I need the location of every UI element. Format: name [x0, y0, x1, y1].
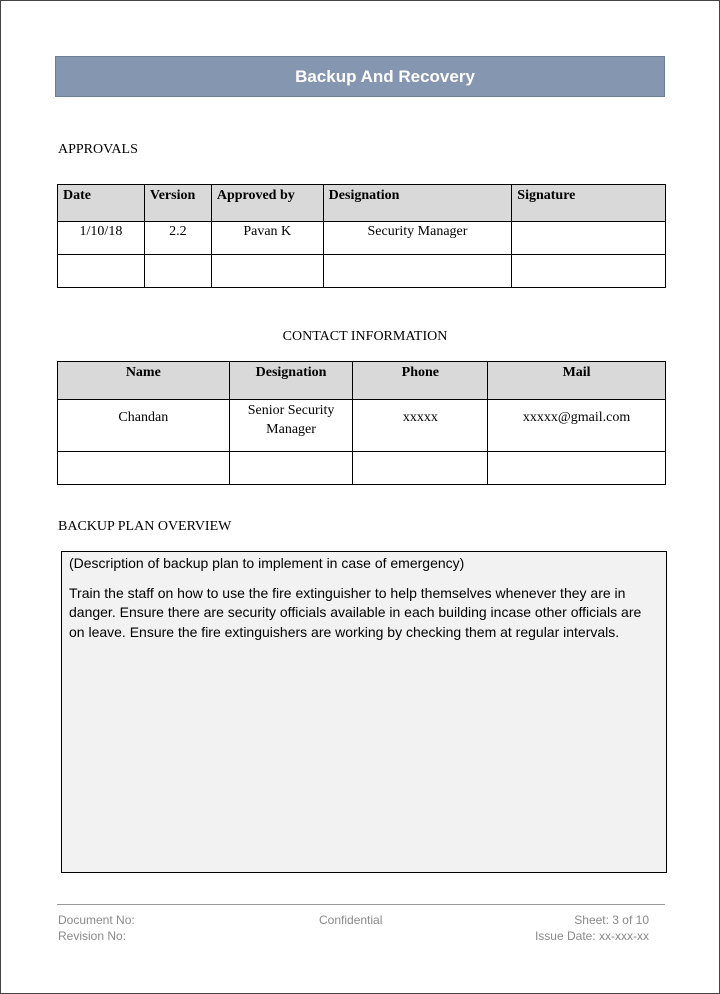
overview-description: (Description of backup plan to implement in case of emergency)	[69, 555, 465, 571]
contact-header-mail: Mail	[488, 362, 666, 400]
approval-approver-cell: Pavan K	[211, 222, 323, 255]
footer-sheet: Sheet: 3 of 10	[574, 913, 649, 927]
approval-version-cell: 2.2	[144, 222, 211, 255]
approval-date-cell	[58, 255, 145, 288]
approval-date-cell: 1/10/18	[58, 222, 145, 255]
footer-classification: Confidential	[319, 913, 383, 927]
footer-revision-no: Revision No:	[58, 929, 127, 943]
table-row	[58, 400, 666, 452]
approval-version-cell	[144, 255, 211, 288]
contact-header-name: Name	[58, 362, 230, 400]
contact-name-cell: Chandan	[58, 400, 230, 452]
approval-signature-cell	[512, 222, 666, 255]
table-row	[58, 222, 666, 255]
contact-header-row	[58, 362, 666, 400]
approval-approver-cell	[211, 255, 323, 288]
contact-header-designation: Designation	[229, 362, 353, 400]
approval-designation-cell	[323, 255, 512, 288]
overview-heading: BACKUP PLAN OVERVIEW	[58, 519, 232, 534]
approvals-header-row	[58, 185, 666, 222]
overview-body: Train the staff on how to use the fire extinguisher to help themselves whenever they are in danger. Ensure there are security officials available in each building incase other officials are on leave. Ensure the fire extinguishers are working by checking them at regular intervals.	[69, 584, 642, 640]
footer-left	[58, 912, 135, 944]
contact-mail-cell	[488, 452, 666, 485]
contact-phone-cell: xxxxx	[353, 400, 488, 452]
footer-document-no: Document No:	[58, 913, 135, 927]
approval-signature-cell	[512, 255, 666, 288]
contact-phone-cell	[353, 452, 488, 485]
table-row	[58, 255, 666, 288]
document-title: Backup And Recovery	[55, 56, 665, 97]
contact-header-phone: Phone	[353, 362, 488, 400]
footer-issue-date: Issue Date: xx-xxx-xx	[534, 929, 649, 943]
approvals-table	[57, 184, 666, 288]
approvals-header-designation: Designation	[323, 185, 512, 222]
table-row	[58, 452, 666, 485]
overview-box	[61, 551, 667, 873]
contact-heading: CONTACT INFORMATION	[282, 329, 448, 344]
contact-designation-cell	[229, 452, 353, 485]
contact-designation-cell: Senior Security Manager	[229, 400, 353, 452]
approval-designation-cell: Security Manager	[323, 222, 512, 255]
approvals-header-signature: Signature	[512, 185, 666, 222]
approvals-header-version: Version	[144, 185, 211, 222]
contact-table	[57, 361, 666, 485]
footer-divider	[57, 904, 665, 905]
contact-name-cell	[58, 452, 230, 485]
contact-mail-cell: xxxxx@gmail.com	[488, 400, 666, 452]
approvals-heading: APPROVALS	[58, 142, 138, 157]
approvals-header-date: Date	[58, 185, 145, 222]
approvals-header-approved-by: Approved by	[211, 185, 323, 222]
footer-right	[535, 912, 649, 944]
